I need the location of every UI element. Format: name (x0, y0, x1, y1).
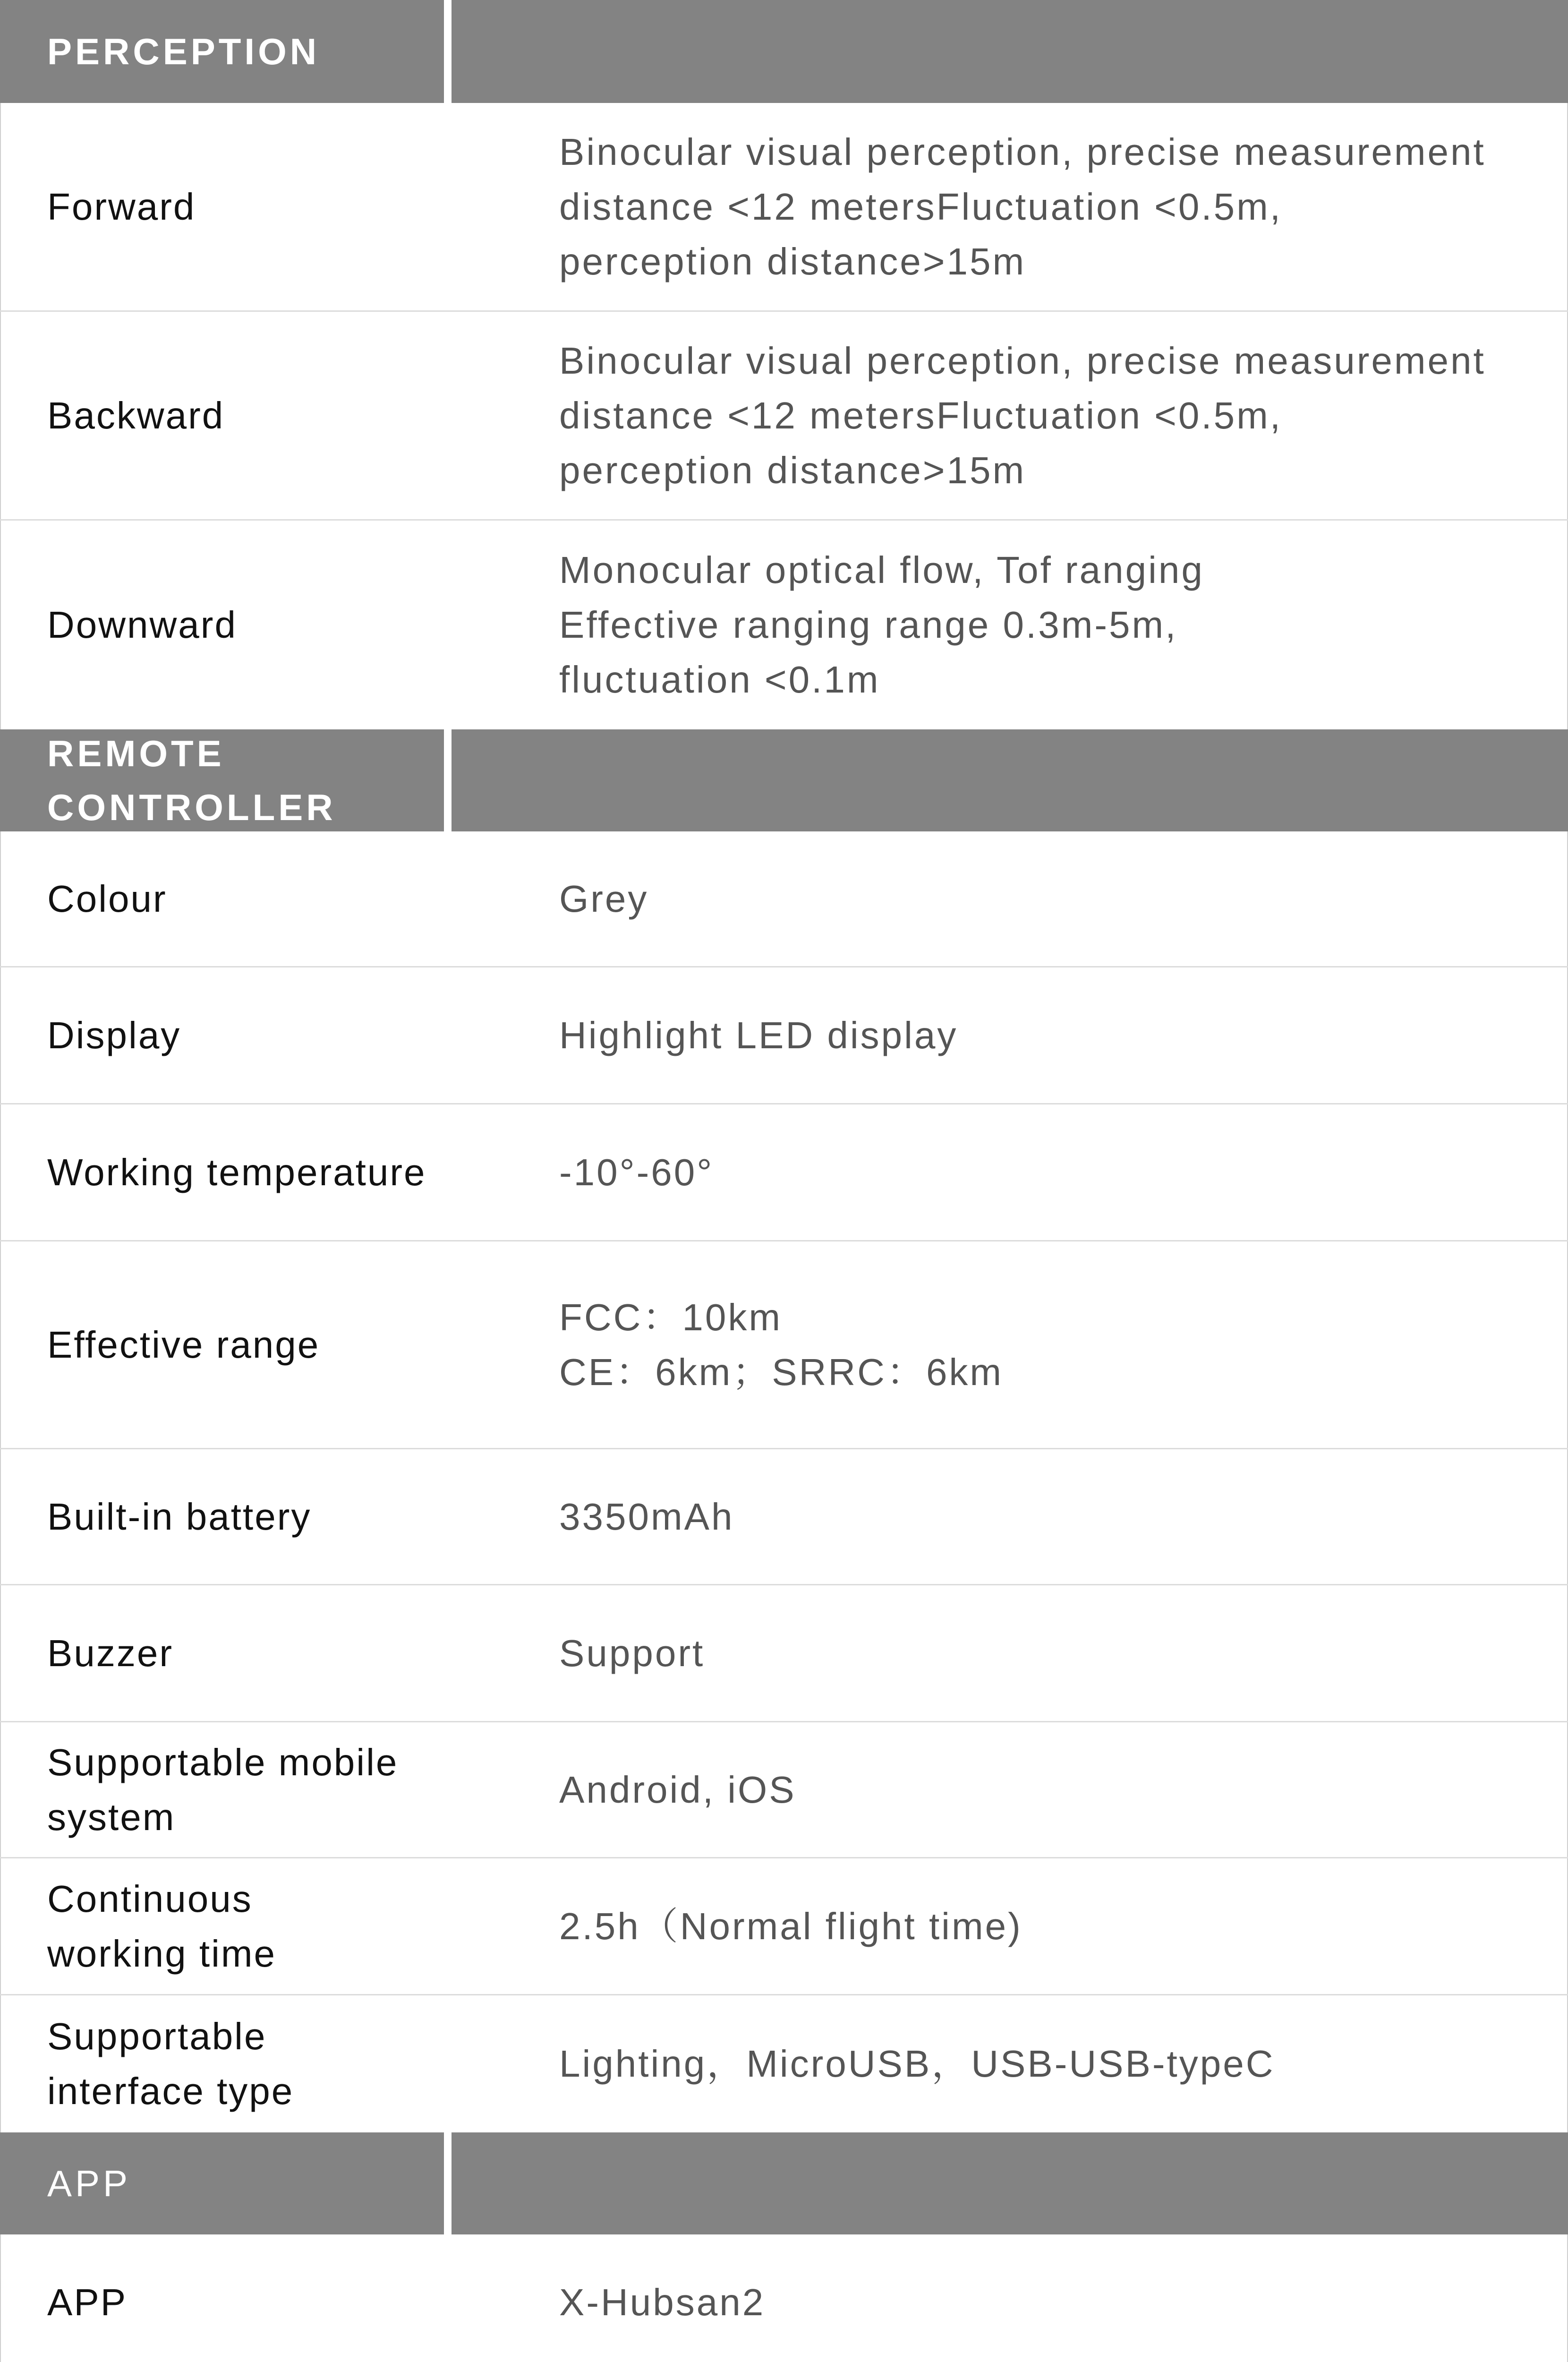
spec-row-supportable-interface-type (0, 1995, 1568, 2132)
spec-row-working-temperature (0, 1104, 1568, 1241)
spec-label: Working temperature (47, 1151, 426, 1193)
spec-label: Buzzer (47, 1632, 173, 1674)
section-header-perception (0, 0, 1568, 103)
spec-row-effective-range (0, 1241, 1568, 1449)
spec-row-supportable-mobile-system (0, 1722, 1568, 1858)
spec-value: Android, iOS (559, 1768, 796, 1811)
section-title: PERCEPTION (47, 31, 320, 72)
spec-value: Monocular optical flow, Tof ranging Effective ranging range 0.3m-5m, fluctuation <0.1m (559, 549, 1204, 701)
spec-label: Downward (47, 604, 237, 646)
spec-row-downward (0, 521, 1568, 729)
spec-row-forward (0, 103, 1568, 312)
section-header-remote-controller (0, 729, 1568, 831)
spec-row-buzzer (0, 1585, 1568, 1722)
header-divider (444, 2132, 452, 2234)
section-title: REMOTE CONTROLLER (47, 733, 336, 828)
spec-value: -10°-60° (559, 1151, 714, 1193)
spec-row-display (0, 967, 1568, 1104)
spec-row-backward (0, 312, 1568, 521)
spec-value: Highlight LED display (559, 1014, 958, 1056)
spec-value: 3350mAh (559, 1495, 734, 1538)
section-title: APP (47, 2163, 131, 2204)
spec-label: Forward (47, 185, 196, 228)
spec-value: Binocular visual perception, precise measurement distance <12 metersFluctuation <0.5m, perception distance>15m (559, 339, 1486, 491)
spec-row-colour (0, 831, 1568, 967)
spec-row-app (0, 2234, 1568, 2362)
spec-value: 2.5h（Normal flight time) (559, 1905, 1023, 1947)
spec-label: Supportable mobile system (47, 1741, 399, 1838)
spec-label: Built-in battery (47, 1495, 312, 1538)
spec-label: APP (47, 2281, 128, 2323)
spec-value: Binocular visual perception, precise measurement distance <12 metersFluctuation <0.5m, perception distance>15m (559, 130, 1486, 282)
spec-value: Support (559, 1632, 705, 1674)
spec-value: X-Hubsan2 (559, 2281, 766, 2323)
spec-value: Grey (559, 877, 649, 920)
spec-value: FCC：10km CE：6km；SRRC：6km (559, 1296, 1004, 1393)
spec-label: Supportable interface type (47, 2015, 294, 2112)
header-divider (444, 0, 452, 103)
spec-label: Backward (47, 394, 225, 436)
spec-label: Display (47, 1014, 181, 1056)
spec-row-built-in-battery (0, 1449, 1568, 1585)
spec-label: Effective range (47, 1323, 320, 1366)
spec-value: Lighting，MicroUSB，USB-USB-typeC (559, 2043, 1275, 2085)
header-divider (444, 729, 452, 831)
spec-row-continuous-working-time (0, 1858, 1568, 1995)
section-header-app (0, 2132, 1568, 2234)
spec-label: Continuous working time (47, 1877, 277, 1975)
spec-label: Colour (47, 877, 167, 920)
